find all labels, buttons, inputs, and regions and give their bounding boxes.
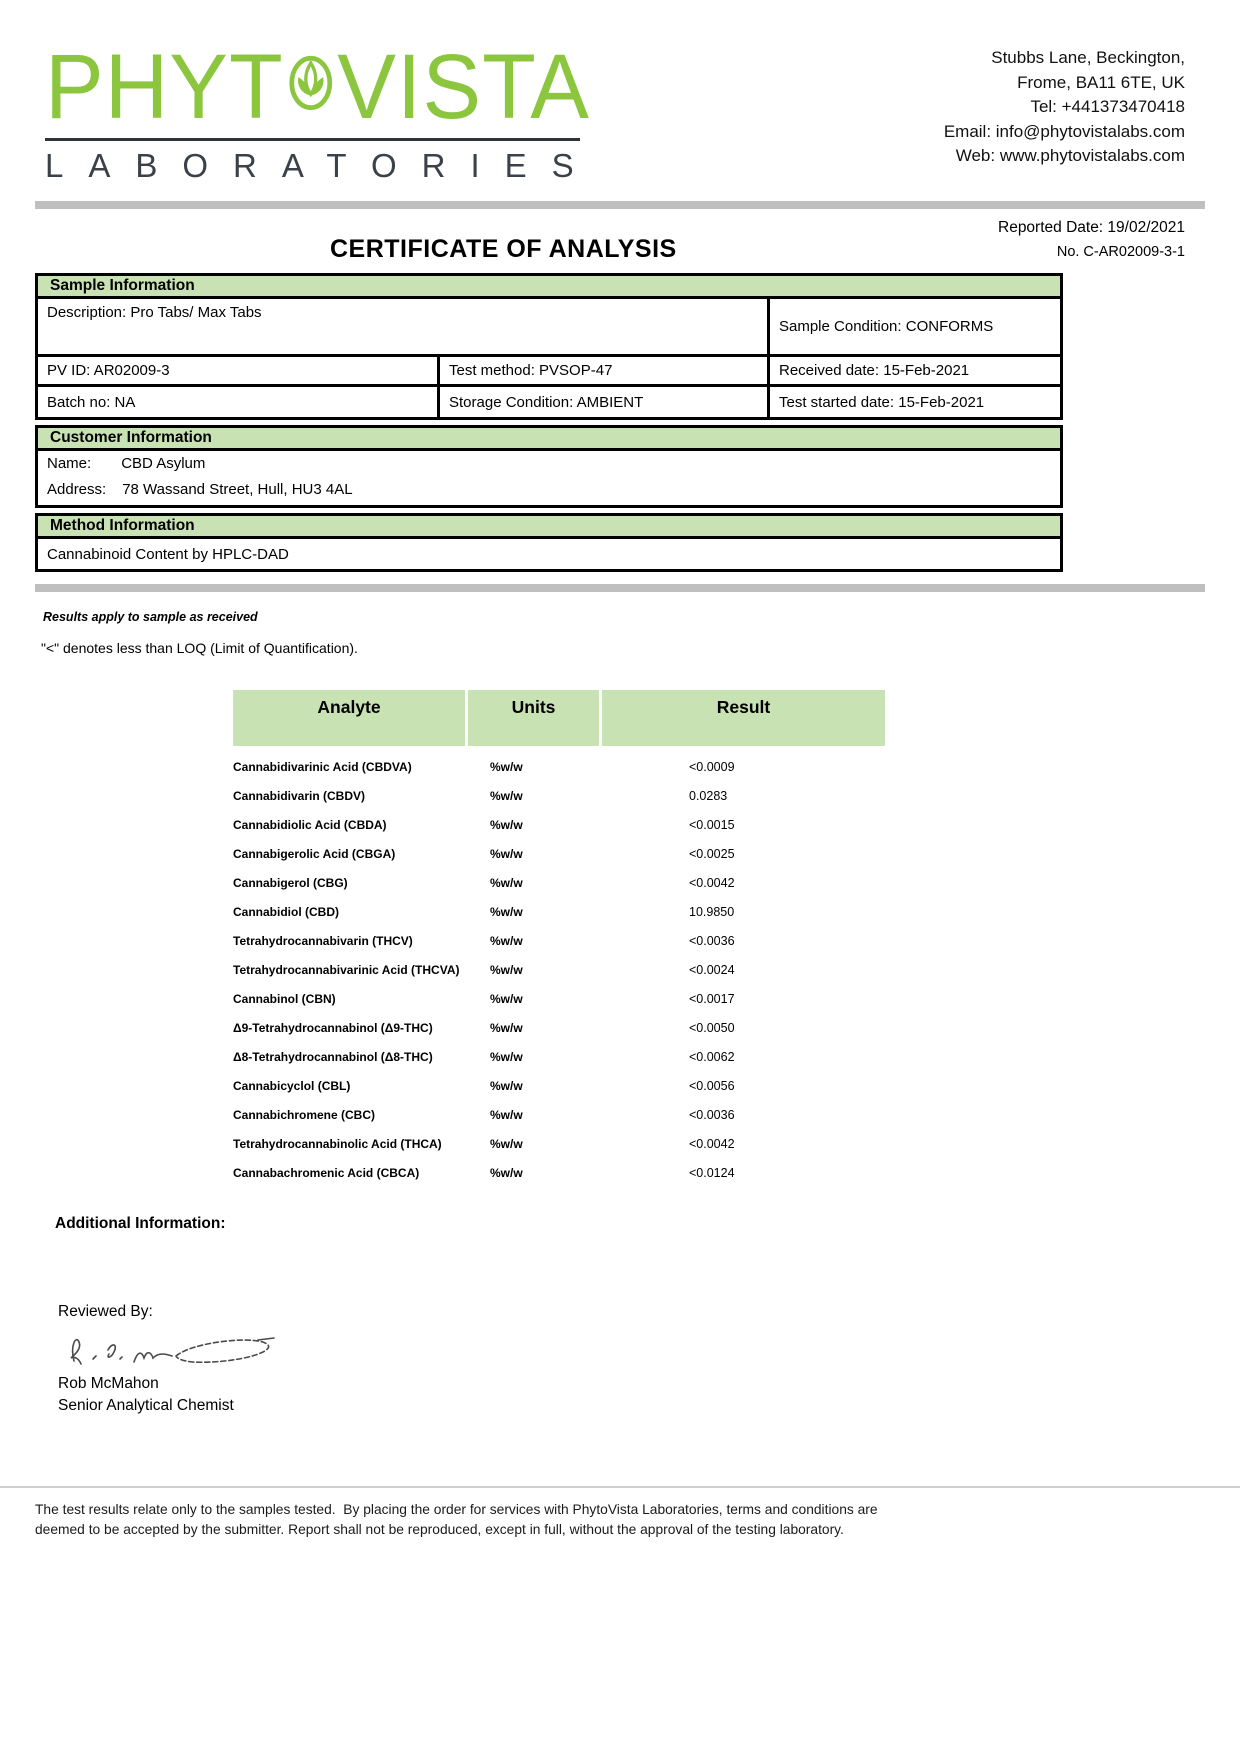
results-table-row <box>233 752 885 781</box>
test-method-cell: Test method: PVSOP-47 <box>440 357 770 384</box>
results-table-row <box>233 897 885 926</box>
units-cell: %w/w <box>490 904 523 919</box>
result-cell: <0.0017 <box>689 991 735 1006</box>
results-table-row <box>233 984 885 1013</box>
reviewer-title: Senior Analytical Chemist <box>58 1397 234 1414</box>
result-cell: <0.0036 <box>689 933 735 948</box>
note-sample-as-received: Results apply to sample as received <box>43 610 258 624</box>
reported-date: Reported Date: 19/02/2021 <box>998 219 1185 236</box>
header-units: Units <box>465 690 599 746</box>
result-cell: <0.0015 <box>689 817 735 832</box>
received-date-cell: Received date: 15-Feb-2021 <box>779 362 970 379</box>
analyte-cell: Tetrahydrocannabivarinic Acid (THCVA) <box>233 962 460 977</box>
test-started-date-cell: Test started date: 15-Feb-2021 <box>779 393 985 411</box>
report-number: No. C-AR02009-3-1 <box>1056 244 1185 260</box>
units-cell: %w/w <box>490 875 523 890</box>
analyte-cell: Cannabidiol (CBD) <box>233 904 339 919</box>
customer-information-header: Customer Information <box>38 428 1060 451</box>
method-information-header: Method Information <box>38 516 1060 539</box>
certificate-title: CERTIFICATE OF ANALYSIS <box>330 235 677 263</box>
signature-scribble <box>60 1325 290 1371</box>
units-cell: %w/w <box>490 991 523 1006</box>
storage-condition-cell: Storage Condition: AMBIENT <box>440 387 770 417</box>
contact-address-line2: Frome, BA11 6TE, UK <box>1017 72 1185 92</box>
analyte-cell: Cannabicyclol (CBL) <box>233 1078 351 1093</box>
customer-name-value: CBD Asylum <box>121 455 206 472</box>
report-meta <box>998 219 1185 260</box>
analyte-cell: Δ8-Tetrahydrocannabinol (Δ8-THC) <box>233 1049 433 1064</box>
footer-line2: deemed to be accepted by the submitter. Report shall not be reproduced, except in full, without the approval of the testing laboratory. <box>35 1522 844 1537</box>
result-cell: 10.9850 <box>689 904 735 919</box>
contact-web: Web: www.phytovistalabs.com <box>955 146 1185 165</box>
units-cell: %w/w <box>490 1049 523 1064</box>
footer-line1: The test results relate only to the samples tested. By placing the order for services with PhytoVista Laboratories, terms and conditions are <box>35 1502 878 1517</box>
logo-laboratories: LABORATORIES <box>45 147 599 184</box>
result-cell: <0.0042 <box>689 875 735 890</box>
units-cell: %w/w <box>490 1136 523 1151</box>
result-cell: <0.0024 <box>689 962 735 977</box>
results-table-row <box>233 1042 885 1071</box>
lab-contact-block <box>944 36 1185 185</box>
sample-row-description <box>38 299 1060 357</box>
result-cell: <0.0042 <box>689 1136 735 1151</box>
divider-bar-middle <box>35 584 1205 592</box>
units-cell: %w/w <box>490 846 523 861</box>
pv-id-cell: PV ID: AR02009-3 <box>38 357 440 384</box>
contact-email: Email: info@phytovistalabs.com <box>943 121 1185 141</box>
analyte-cell: Cannabidiolic Acid (CBDA) <box>233 817 387 832</box>
batch-no-cell: Batch no: NA <box>38 387 440 417</box>
contact-address-line1: Stubbs Lane, Beckington, <box>991 48 1185 67</box>
sample-condition-cell: Sample Condition: CONFORMS <box>779 318 994 335</box>
results-table-header <box>233 690 885 746</box>
units-cell: %w/w <box>490 1165 523 1180</box>
analyte-cell: Tetrahydrocannabinolic Acid (THCA) <box>233 1136 442 1151</box>
contact-tel: Tel: +441373470418 <box>1030 97 1185 116</box>
reviewer-name: Rob McMahon <box>58 1375 159 1392</box>
sample-row-ids <box>38 357 1060 387</box>
customer-address-line <box>47 481 1060 498</box>
customer-name-label: Name: <box>47 455 92 472</box>
result-cell: <0.0050 <box>689 1020 735 1035</box>
analyte-cell: Cannabichromene (CBC) <box>233 1107 376 1122</box>
results-table-row <box>233 1100 885 1129</box>
analyte-cell: Cannabidivarin (CBDV) <box>233 788 366 803</box>
method-cell: Cannabinoid Content by HPLC-DAD <box>47 545 289 563</box>
results-table-row <box>233 926 885 955</box>
results-table-row <box>233 1129 885 1158</box>
results-table-row <box>233 1071 885 1100</box>
analyte-cell: Δ9-Tetrahydrocannabinol (Δ9-THC) <box>233 1020 433 1035</box>
result-cell: <0.0009 <box>689 759 735 774</box>
header-analyte: Analyte <box>317 697 381 717</box>
results-table-row <box>233 810 885 839</box>
units-cell: %w/w <box>490 1020 523 1035</box>
units-cell: %w/w <box>490 962 523 977</box>
note-loq: "<" denotes less than LOQ (Limit of Quantification). <box>41 640 358 656</box>
description-cell: Description: Pro Tabs/ Max Tabs <box>38 299 770 354</box>
results-table-row <box>233 839 885 868</box>
units-cell: %w/w <box>490 1107 523 1122</box>
sample-information-header: Sample Information <box>38 276 1060 299</box>
customer-address-value: 78 Wassand Street, Hull, HU3 4AL <box>122 481 353 498</box>
results-table-row <box>233 868 885 897</box>
logo-text-left: PHYT <box>45 35 284 138</box>
phytovista-logo <box>45 35 599 185</box>
additional-information-label: Additional Information: <box>55 1215 226 1232</box>
results-table-row <box>233 1013 885 1042</box>
divider-bar-top <box>35 201 1205 209</box>
result-cell: <0.0124 <box>689 1165 735 1180</box>
analyte-cell: Tetrahydrocannabivarin (THCV) <box>233 933 413 948</box>
analyte-cell: Cannabigerol (CBG) <box>233 875 348 890</box>
logo-text-right: VISTA <box>337 35 590 138</box>
leaf-in-oval-icon <box>287 36 335 128</box>
result-cell: <0.0056 <box>689 1078 735 1093</box>
reviewed-by-label: Reviewed By: <box>58 1303 153 1320</box>
title-row <box>0 209 1240 273</box>
units-cell: %w/w <box>490 759 523 774</box>
analyte-cell: Cannabidivarinic Acid (CBDVA) <box>233 759 412 774</box>
signature-block <box>58 1303 1240 1417</box>
customer-name-line <box>47 455 1060 472</box>
result-cell: <0.0036 <box>689 1107 735 1122</box>
units-cell: %w/w <box>490 817 523 832</box>
results-table-row <box>233 955 885 984</box>
result-cell: 0.0283 <box>689 788 728 803</box>
analyte-cell: Cannabinol (CBN) <box>233 991 336 1006</box>
logo-divider <box>45 138 580 141</box>
results-table-row <box>233 1158 885 1187</box>
customer-details-cell <box>38 451 1060 505</box>
result-cell: <0.0062 <box>689 1049 735 1064</box>
logo-wordmark <box>45 35 590 138</box>
method-information-table <box>35 513 1063 572</box>
units-cell: %w/w <box>490 1078 523 1093</box>
units-cell: %w/w <box>490 788 523 803</box>
customer-information-table <box>35 425 1063 508</box>
units-cell: %w/w <box>490 933 523 948</box>
header-result: Result <box>599 690 885 746</box>
results-table-body <box>233 752 885 1187</box>
page-header <box>0 0 1240 185</box>
customer-address-label: Address: <box>47 481 107 498</box>
footer-disclaimer <box>0 1486 1240 1540</box>
sample-information-table <box>35 273 1063 420</box>
result-cell: <0.0025 <box>689 846 735 861</box>
results-table-row <box>233 781 885 810</box>
analyte-cell: Cannabigerolic Acid (CBGA) <box>233 846 396 861</box>
analyte-cell: Cannabachromenic Acid (CBCA) <box>233 1165 420 1180</box>
results-table <box>233 690 885 1187</box>
sample-row-batch <box>38 387 1060 417</box>
